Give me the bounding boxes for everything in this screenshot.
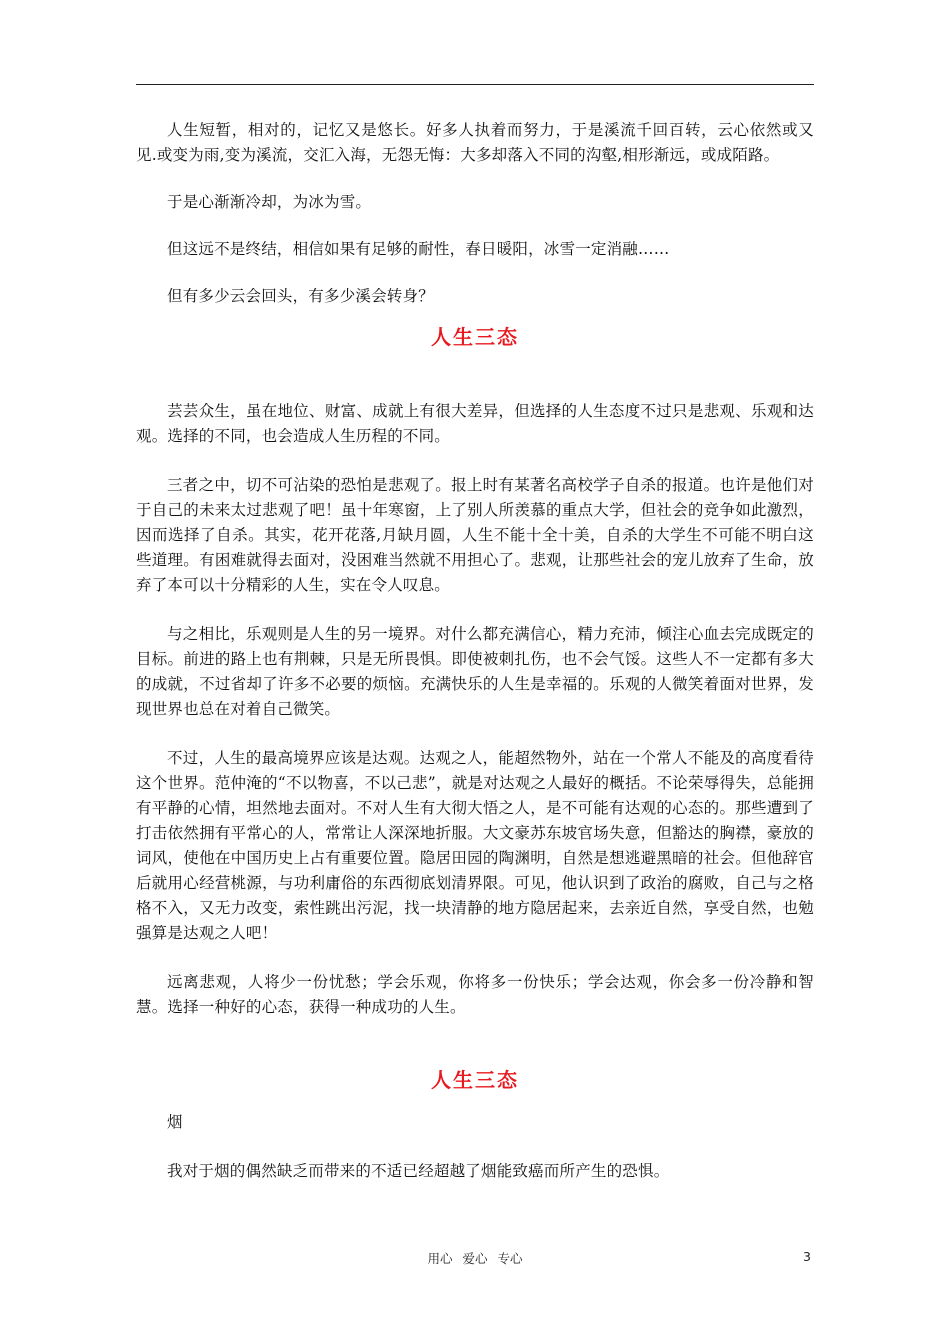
paragraph: 我对于烟的偶然缺乏而带来的不适已经超越了烟能致癌而所产生的恐惧。 bbox=[167, 1162, 670, 1180]
section-heading: 人生三态 bbox=[431, 325, 519, 349]
paragraph: 但这远不是终结，相信如果有足够的耐性，春日暖阳，冰雪一定消融…… bbox=[167, 240, 670, 258]
paragraph: 但有多少云会回头，有多少溪会转身？ bbox=[167, 287, 434, 305]
header-rule bbox=[136, 84, 814, 85]
paragraph: 烟 bbox=[167, 1113, 183, 1131]
paragraph: 三者之中，切不可沾染的恐怕是悲观了。报上时有某著名高校学子自杀的报道。也许是他们对于自己的未来太过悲观了吧！虽十年寒窗，上了别人所羡慕的重点大学，但社会的竞争如此激烈，因而选择了自杀。其实，花开花落,月缺月圆，人生不能十全十美，自杀的大学生不可能不明白这些道理。有困难就得去面对，没困难当然就不用担心了。悲观，让那些社会的宠儿放弃了生命，放弃了本可以十分精彩的人生，实在令人叹息。 bbox=[136, 476, 814, 594]
paragraph: 不过，人生的最高境界应该是达观。达观之人，能超然物外，站在一个常人不能及的高度看待这个世界。范仲淹的“不以物喜，不以己悲”，就是对达观之人最好的概括。不论荣辱得失，总能拥有平静的心情，坦然地去面对。不对人生有大彻大悟之人，是不可能有达观的心态的。那些遭到了打击依然拥有平常心的人，常常让人深深地折服。大文豪苏东坡官场失意，但豁达的胸襟，豪放的词风，使他在中国历史上占有重要位置。隐居田园的陶渊明，自然是想逃避黑暗的社会。但他辞官后就用心经营桃源，与功利庸俗的东西彻底划清界限。可见，他认识到了政治的腐败，自己与之格格不入，又无力改变，索性跳出污泥，找一块清静的地方隐居起来，去亲近自然，享受自然，也勉强算是达观之人吧！ bbox=[136, 749, 814, 942]
paragraph: 于是心渐渐冷却，为冰为雪。 bbox=[167, 193, 372, 211]
document-body bbox=[136, 118, 814, 1184]
footer-motto: 用心 爱心 专心 bbox=[427, 1251, 523, 1266]
paragraph: 远离悲观，人将少一份忧愁；学会乐观，你将多一份快乐；学会达观，你会多一份冷静和智慧。选择一种好的心态，获得一种成功的人生。 bbox=[136, 973, 814, 1016]
paragraph: 人生短暂，相对的，记忆又是悠长。好多人执着而努力，于是溪流千回百转，云心依然或又见.或变为雨,变为溪流，交汇入海，无怨无悔：大多却落入不同的沟壑,相形渐远，或成陌路。 bbox=[136, 121, 814, 164]
paragraph: 芸芸众生，虽在地位、财富、成就上有很大差异，但选择的人生态度不过只是悲观、乐观和达观。选择的不同，也会造成人生历程的不同。 bbox=[136, 402, 814, 445]
paragraph: 与之相比，乐观则是人生的另一境界。对什么都充满信心，精力充沛，倾注心血去完成既定的目标。前进的路上也有荆棘，只是无所畏惧。即使被刺扎伤，也不会气馁。这些人不一定都有多大的成就，不过省却了许多不必要的烦恼。充满快乐的人生是幸福的。乐观的人微笑着面对世界，发现世界也总在对着自己微笑。 bbox=[136, 625, 814, 718]
section-heading: 人生三态 bbox=[431, 1068, 519, 1092]
page-number: 3 bbox=[803, 1249, 811, 1264]
